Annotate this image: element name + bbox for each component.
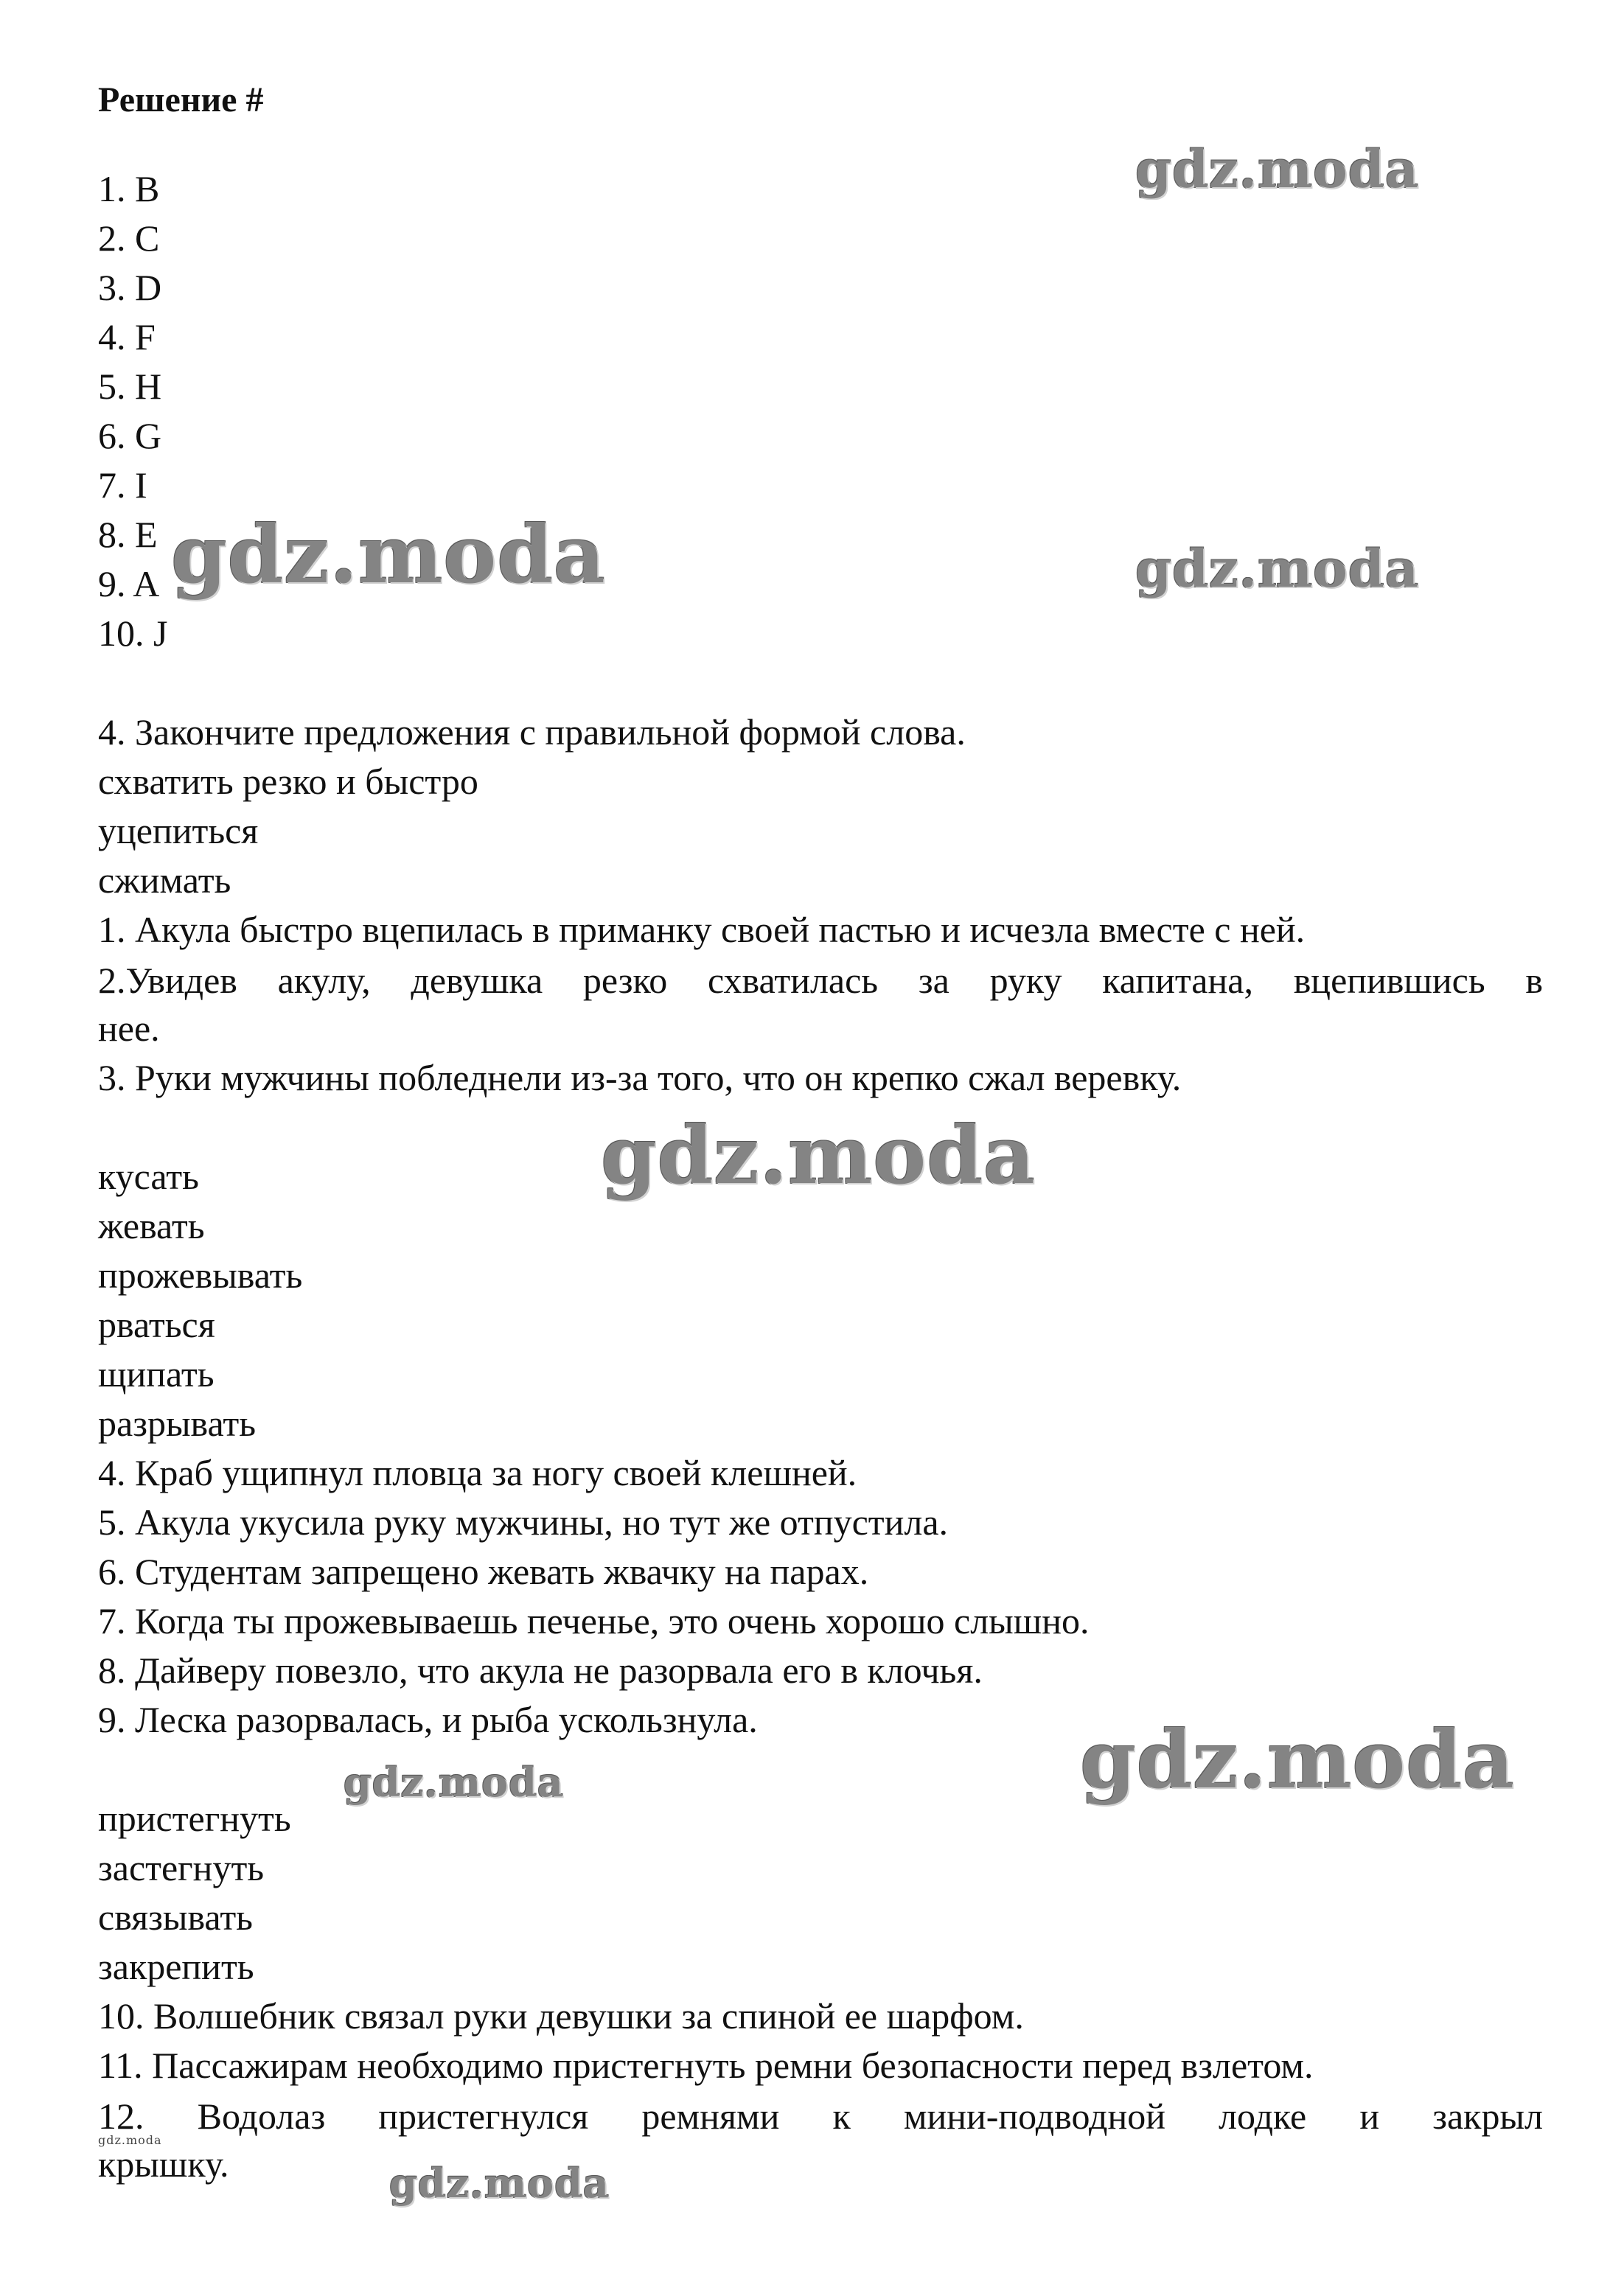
answer-item: 8. E xyxy=(98,514,158,555)
answer-item: 9. A xyxy=(98,563,160,604)
word-item: кусать xyxy=(98,1156,199,1197)
watermark: gdz.moda xyxy=(344,1759,564,1806)
task-heading: 4. Закончите предложения с правильной формой слова. xyxy=(98,711,966,753)
sentence: 6. Студентам запрещено жевать жвачку на парах. xyxy=(98,1551,869,1592)
sentence: 11. Пассажирам необходимо пристегнуть ремни безопасности перед взлетом. xyxy=(98,2045,1314,2086)
answer-item: 7. I xyxy=(98,464,147,506)
watermark: gdz.moda xyxy=(389,2160,610,2207)
answer-item: 4. F xyxy=(98,316,156,357)
word-item: сжимать xyxy=(98,859,231,901)
sentence-text: 2.Увидев акулу, девушка резко схватилась за руку капитана, вцепившись в xyxy=(98,960,1543,1001)
watermark: gdz.moda xyxy=(98,2133,162,2147)
word-item: разрывать xyxy=(98,1403,257,1444)
watermark: gdz.moda xyxy=(601,1109,1036,1202)
word-item: жевать xyxy=(98,1205,205,1246)
word-item: щипать xyxy=(98,1353,215,1395)
page-title: Решение # xyxy=(98,80,264,119)
answer-item: 10. J xyxy=(98,613,168,654)
watermark: gdz.moda xyxy=(1135,139,1420,200)
sentence: 7. Когда ты прожевываешь печенье, это очень хорошо слышно. xyxy=(98,1600,1090,1641)
word-item: схватить резко и быстро xyxy=(98,761,478,802)
sentence: 8. Дайверу повезло, что акула не разорвала его в клочья. xyxy=(98,1650,983,1691)
sentence-continuation: крышку. xyxy=(98,2143,229,2185)
word-item: связывать xyxy=(98,1897,253,1938)
watermark: gdz.moda xyxy=(171,509,606,601)
watermark: gdz.moda xyxy=(1080,1714,1515,1807)
sentence-text: 12. Водолаз пристегнулся ремнями к мини-подводной лодке и закрыл xyxy=(98,2096,1543,2137)
word-item: прожевывать xyxy=(98,1255,303,1296)
answer-item: 6. G xyxy=(98,415,162,456)
word-item: рваться xyxy=(98,1304,215,1345)
sentence: 9. Леска разорвалась, и рыба ускользнула. xyxy=(98,1699,758,1740)
word-item: закрепить xyxy=(98,1946,254,1987)
word-item: застегнуть xyxy=(98,1847,265,1888)
answer-item: 2. C xyxy=(98,217,160,259)
word-item: пристегнуть xyxy=(98,1798,291,1839)
watermark: gdz.moda xyxy=(1135,538,1420,599)
sentence-continuation: нее. xyxy=(98,1008,160,1049)
sentence: 10. Волшебник связал руки девушки за спиной ее шарфом. xyxy=(98,1995,1024,2037)
sentence: 4. Краб ущипнул пловца за ногу своей клешней. xyxy=(98,1452,857,1493)
answer-item: 1. B xyxy=(98,168,160,209)
sentence xyxy=(98,956,1543,1005)
word-item: уцепиться xyxy=(98,810,259,851)
sentence: 1. Акула быстро вцепилась в приманку своей пастью и исчезла вместе с ней. xyxy=(98,909,1306,950)
sentence xyxy=(98,2092,1543,2141)
sentence: 5. Акула укусила руку мужчины, но тут же отпустила. xyxy=(98,1501,949,1543)
sentence: 3. Руки мужчины побледнели из-за того, что он крепко сжал веревку. xyxy=(98,1057,1182,1098)
answer-item: 5. H xyxy=(98,366,162,407)
answer-item: 3. D xyxy=(98,267,162,308)
